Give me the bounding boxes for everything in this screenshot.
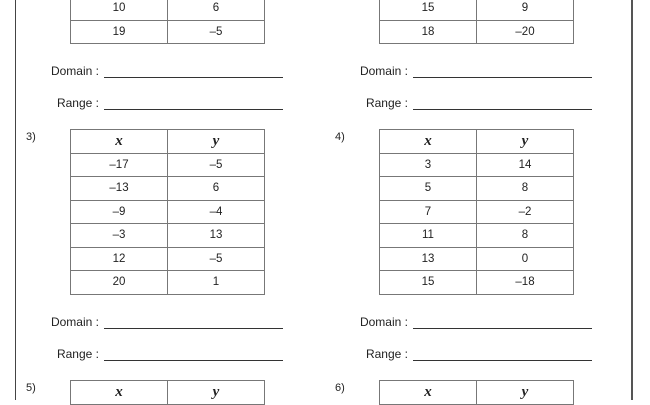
table-header-row <box>380 130 574 154</box>
problem-4-domain-field <box>339 314 592 329</box>
problem-4-table <box>379 129 574 295</box>
problem-5-number: 5) <box>26 382 36 394</box>
problem-6-table <box>379 380 574 405</box>
x-cell: 18 <box>380 20 477 44</box>
y-cell: 0 <box>477 247 574 271</box>
table-row <box>71 271 265 295</box>
table-header-row <box>71 381 265 405</box>
domain-label: Domain : <box>50 64 99 78</box>
x-cell: 12 <box>71 247 168 271</box>
y-cell: –5 <box>168 247 265 271</box>
table-row <box>71 247 265 271</box>
table-row <box>380 0 574 20</box>
y-header: y <box>168 130 265 154</box>
domain-label: Domain : <box>359 315 408 329</box>
domain-answer-line[interactable] <box>413 63 592 78</box>
table-row <box>380 153 574 177</box>
problem-5-table <box>70 380 265 405</box>
x-cell: 3 <box>380 153 477 177</box>
problem-6-number: 6) <box>335 382 345 394</box>
problem-2-table <box>379 0 574 44</box>
page-border-left <box>15 0 16 400</box>
x-header: x <box>71 130 168 154</box>
x-cell: –13 <box>71 177 168 201</box>
x-cell: –9 <box>71 200 168 224</box>
x-cell: 11 <box>380 224 477 248</box>
y-cell: –18 <box>477 271 574 295</box>
problem-3-number: 3) <box>26 131 36 143</box>
table-row <box>71 200 265 224</box>
problem-1-range-field <box>30 95 283 110</box>
range-label: Range : <box>365 96 408 110</box>
table-row <box>71 0 265 20</box>
table-row <box>380 271 574 295</box>
range-answer-line[interactable] <box>413 95 592 110</box>
y-cell: 1 <box>168 271 265 295</box>
problem-3-table <box>70 129 265 295</box>
range-answer-line[interactable] <box>104 95 283 110</box>
table-header-row <box>71 130 265 154</box>
problem-1-table <box>70 0 265 44</box>
domain-answer-line[interactable] <box>413 314 592 329</box>
range-answer-line[interactable] <box>413 346 592 361</box>
table-row <box>380 177 574 201</box>
table-row <box>71 177 265 201</box>
x-cell: –17 <box>71 153 168 177</box>
table-row <box>380 224 574 248</box>
table-header-row <box>380 381 574 405</box>
range-label: Range : <box>365 347 408 361</box>
page-border-right <box>631 0 633 400</box>
domain-label: Domain : <box>359 64 408 78</box>
range-answer-line[interactable] <box>104 346 283 361</box>
x-cell: 15 <box>380 0 477 20</box>
y-cell: 6 <box>168 177 265 201</box>
x-cell: 15 <box>380 271 477 295</box>
y-cell: –2 <box>477 200 574 224</box>
x-cell: 7 <box>380 200 477 224</box>
problem-4-number: 4) <box>335 131 345 143</box>
y-cell: –20 <box>477 20 574 44</box>
problem-1-domain-field <box>30 63 283 78</box>
y-header: y <box>477 130 574 154</box>
y-cell: 8 <box>477 224 574 248</box>
table-row <box>71 224 265 248</box>
table-row <box>380 200 574 224</box>
problem-3-range-field <box>30 346 283 361</box>
x-header: x <box>71 381 168 405</box>
table-row <box>380 247 574 271</box>
domain-answer-line[interactable] <box>104 63 283 78</box>
y-cell: 8 <box>477 177 574 201</box>
y-cell: –5 <box>168 20 265 44</box>
y-cell: –5 <box>168 153 265 177</box>
y-header: y <box>477 381 574 405</box>
y-cell: 6 <box>168 0 265 20</box>
table-row <box>380 20 574 44</box>
y-header: y <box>168 381 265 405</box>
y-cell: 13 <box>168 224 265 248</box>
y-cell: –4 <box>168 200 265 224</box>
x-cell: 10 <box>71 0 168 20</box>
problem-3-domain-field <box>30 314 283 329</box>
x-cell: 20 <box>71 271 168 295</box>
problem-2-domain-field <box>339 63 592 78</box>
problem-2-range-field <box>339 95 592 110</box>
x-cell: 5 <box>380 177 477 201</box>
domain-label: Domain : <box>50 315 99 329</box>
x-cell: –3 <box>71 224 168 248</box>
x-header: x <box>380 381 477 405</box>
y-cell: 14 <box>477 153 574 177</box>
x-cell: 13 <box>380 247 477 271</box>
domain-answer-line[interactable] <box>104 314 283 329</box>
range-label: Range : <box>56 96 99 110</box>
problem-4-range-field <box>339 346 592 361</box>
y-cell: 9 <box>477 0 574 20</box>
table-row <box>71 20 265 44</box>
x-header: x <box>380 130 477 154</box>
range-label: Range : <box>56 347 99 361</box>
table-row <box>71 153 265 177</box>
x-cell: 19 <box>71 20 168 44</box>
